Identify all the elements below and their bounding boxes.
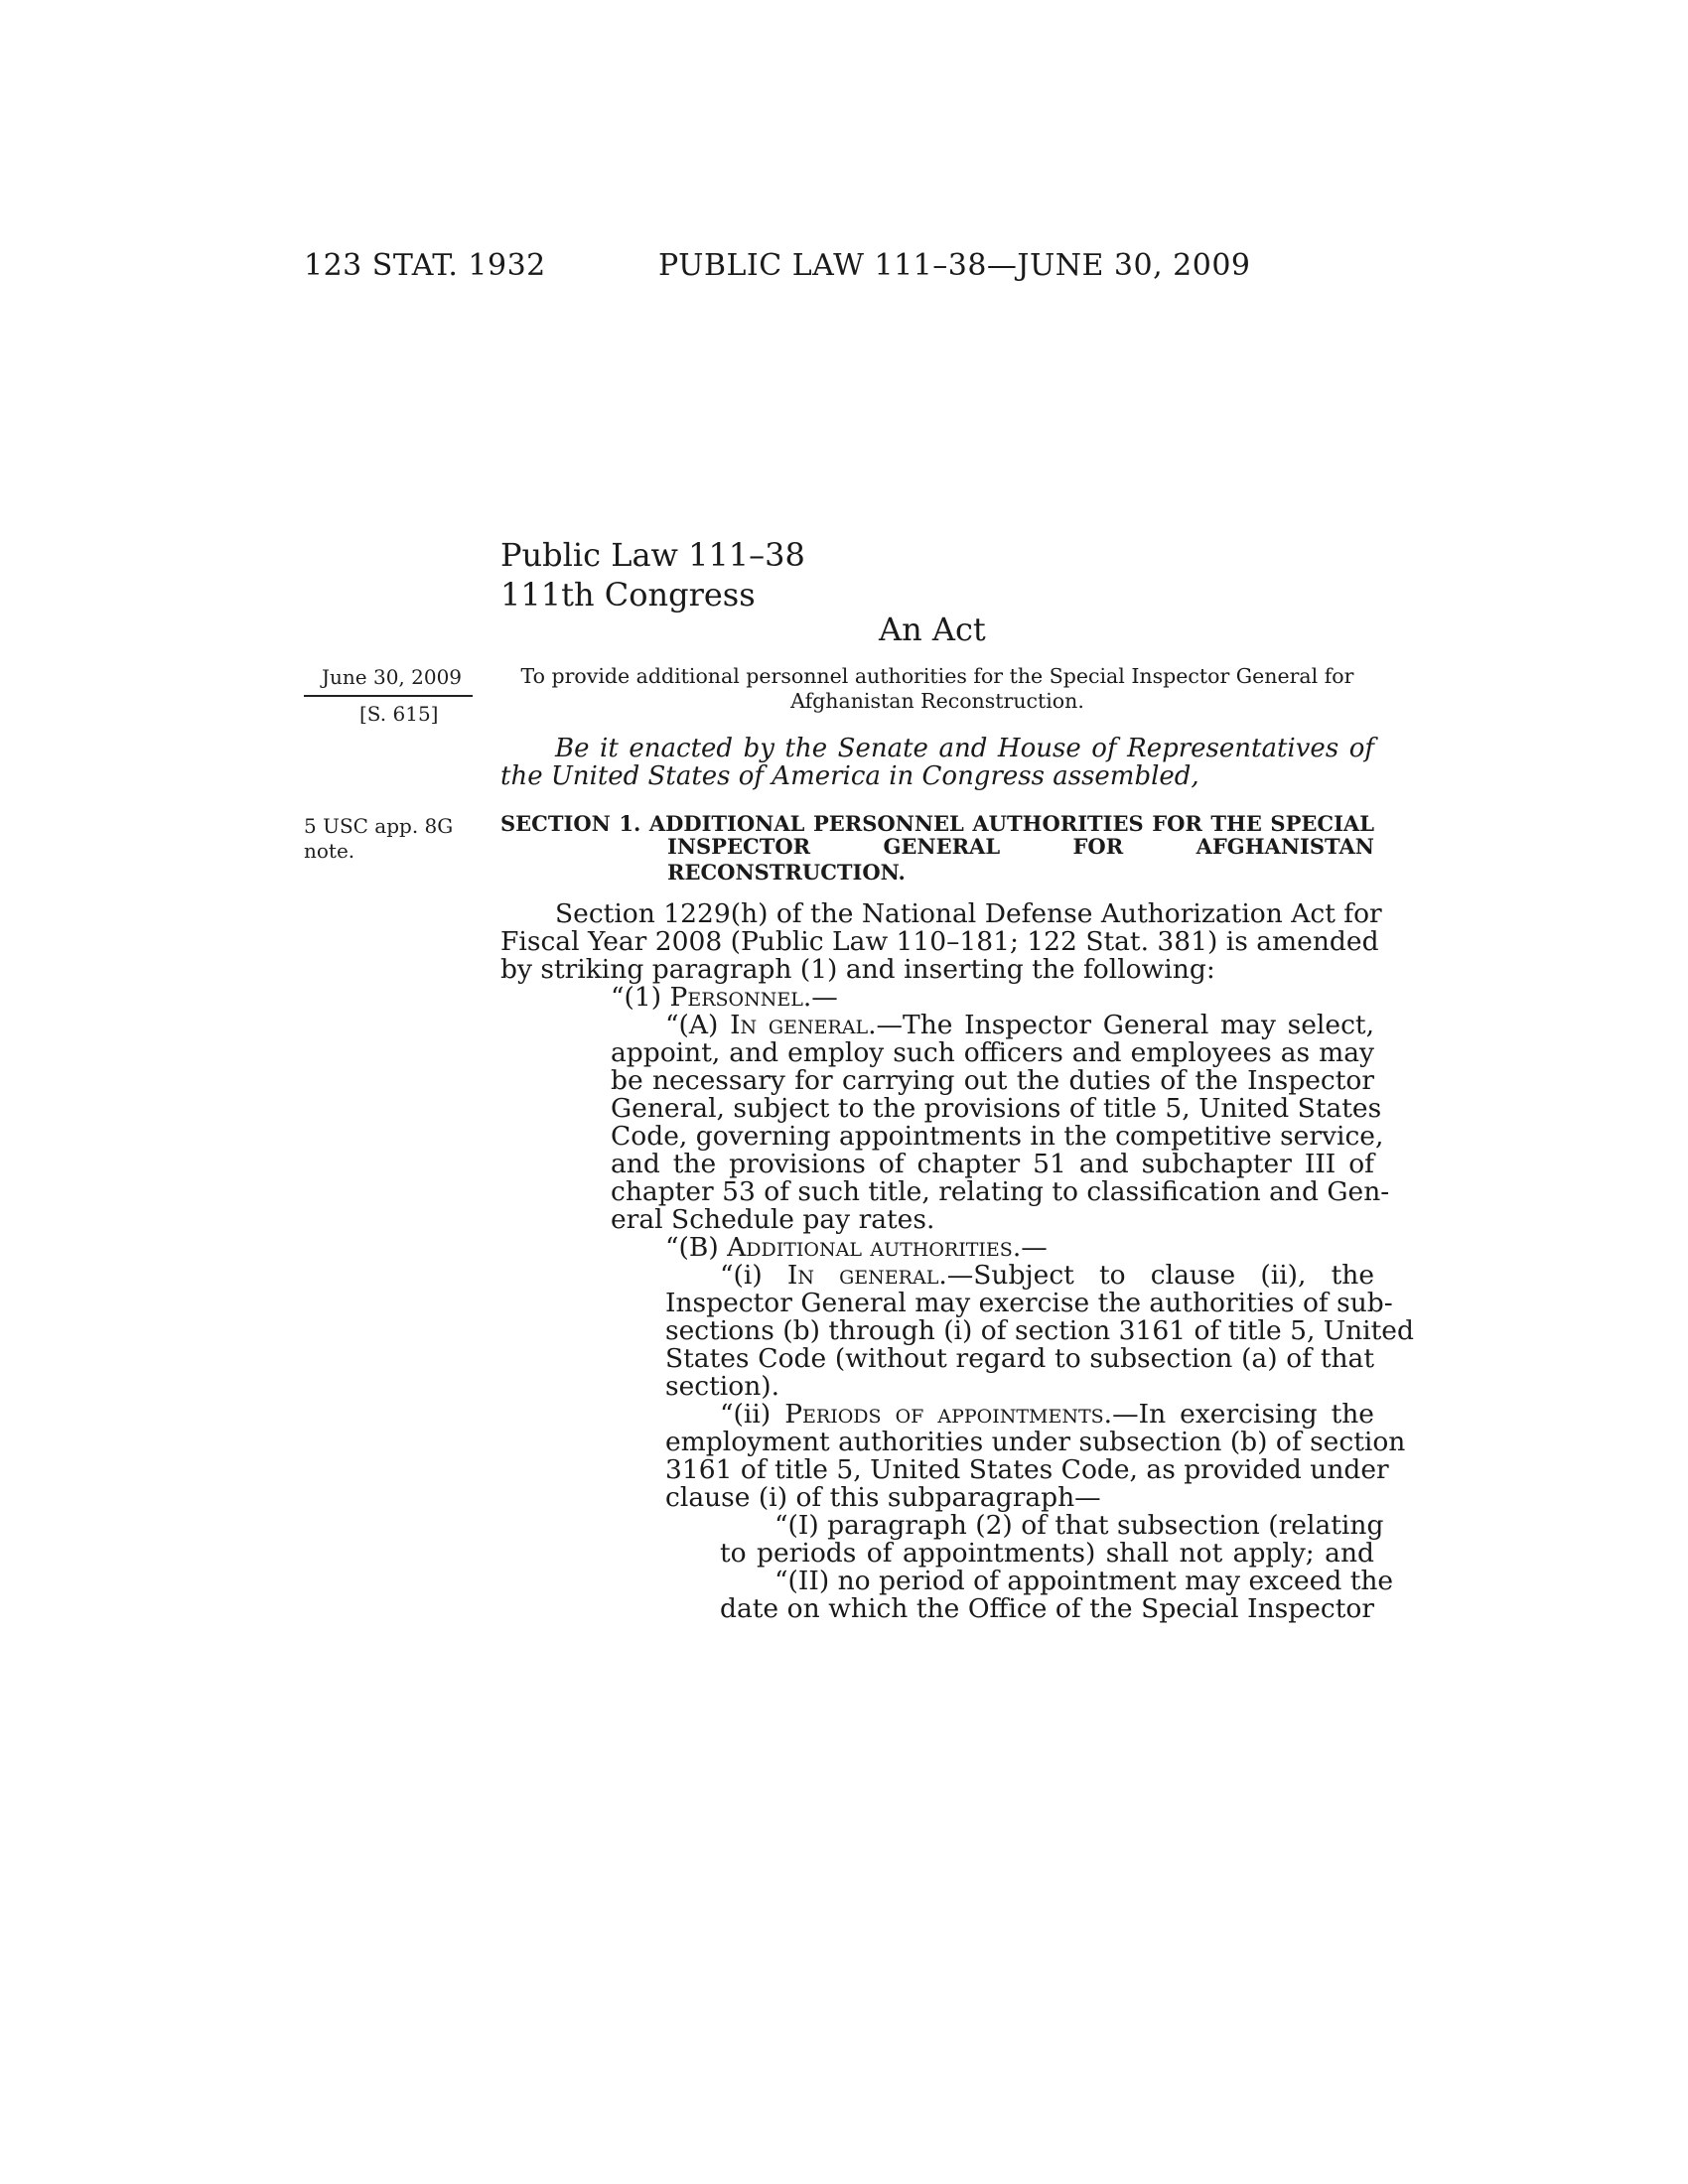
paragraph-1-title: Personnel <box>669 982 803 1013</box>
act-purpose: To provide additional personnel authorities for the Special Inspector General for Afghanistan Reconstruction. <box>520 664 1354 713</box>
clause-i-line: section). <box>665 1371 780 1402</box>
enacting-line-1: Be it enacted by the Senate and House of Representatives of <box>555 734 1374 763</box>
subparagraph-A-title: In general <box>730 1010 869 1040</box>
clause-i-line: Inspector General may exercise the authorities of sub- <box>665 1288 1393 1318</box>
clause-i-title: In general <box>786 1260 939 1291</box>
subclauses <box>720 1510 1394 1624</box>
subparagraph-A-first-line: “(A) In general.—The Inspector General may select, <box>665 1010 1375 1040</box>
section-heading-line-3: RECONSTRUCTION. <box>667 860 906 885</box>
clause-ii-line: clause (i) of this subparagraph— <box>665 1482 1101 1513</box>
clause-ii-line: 3161 of title 5, United States Code, as provided under <box>665 1454 1389 1485</box>
intro-paragraph <box>500 898 1382 985</box>
margin-usc-citation: 5 USC app. 8G <box>304 814 454 838</box>
intro-line: Section 1229(h) of the National Defense Authorization Act for <box>555 898 1382 929</box>
subparagraph-A-line: General, subject to the provisions of title 5, United States <box>611 1093 1382 1124</box>
clause-i-line: States Code (without regard to subsection (a) of that <box>665 1343 1374 1374</box>
clause-i-first-line: “(i) In general.—Subject to clause (ii), the <box>720 1260 1375 1291</box>
paragraph-1-heading: “(1) Personnel.— <box>611 982 838 1013</box>
section-heading-line-1: SECTION 1. ADDITIONAL PERSONNEL AUTHORITIES FOR THE SPECIAL <box>500 811 1374 836</box>
act-title: An Act <box>879 611 986 648</box>
running-head-title: PUBLIC LAW 111–38—JUNE 30, 2009 <box>658 248 1251 283</box>
margin-bill-number: [S. 615] <box>359 702 439 726</box>
clause-ii <box>665 1399 1406 1513</box>
law-number: Public Law 111–38 <box>500 536 805 574</box>
margin-usc-note: note. <box>304 839 355 863</box>
subclause-II-line: date on which the Office of the Special Inspector <box>720 1593 1374 1624</box>
subparagraph-B-heading: “(B) Additional authorities.— <box>665 1232 1048 1263</box>
intro-line: by striking paragraph (1) and inserting the following: <box>500 954 1215 985</box>
enacting-line-2: the United States of America in Congress assembled, <box>500 761 1199 791</box>
subparagraph-A-line: chapter 53 of such title, relating to classification and Gen- <box>611 1176 1390 1207</box>
intro-line: Fiscal Year 2008 (Public Law 110–181; 122 Stat. 381) is amended <box>500 926 1379 957</box>
subclause-I-line: to periods of appointments) shall not apply; and <box>720 1538 1374 1569</box>
margin-date: June 30, 2009 <box>322 665 463 689</box>
enacting-clause <box>500 735 1374 790</box>
subclause-II-first-line: “(II) no period of appointment may exceed the <box>774 1566 1394 1596</box>
subparagraph-A-line: Code, governing appointments in the competitive service, <box>611 1121 1384 1152</box>
subparagraph-A-line: eral Schedule pay rates. <box>611 1204 935 1235</box>
clause-ii-line: employment authorities under subsection (b) of section <box>665 1427 1406 1457</box>
subparagraph-B-title: Additional authorities <box>727 1232 1013 1263</box>
subclause-I-first-line: “(I) paragraph (2) of that subsection (relating <box>774 1510 1384 1541</box>
subparagraph-A-line: and the provisions of chapter 51 and subchapter III of <box>611 1149 1374 1179</box>
subparagraph-A-line: appoint, and employ such officers and employees as may <box>611 1037 1374 1068</box>
subparagraph-A <box>611 1010 1390 1235</box>
congress-number: 111th Congress <box>500 576 756 614</box>
clause-ii-first-line: “(ii) Periods of appointments.—In exercising the <box>720 1399 1374 1430</box>
clause-ii-title: Periods of appointments <box>784 1399 1104 1430</box>
stat-citation: 123 STAT. 1932 <box>304 248 546 283</box>
margin-divider <box>304 695 473 697</box>
subparagraph-A-line: be necessary for carrying out the duties of the Inspector <box>611 1065 1374 1096</box>
clause-i <box>665 1260 1414 1402</box>
section-heading-line-2: INSPECTOR GENERAL FOR AFGHANISTAN <box>667 834 1374 859</box>
clause-i-line: sections (b) through (i) of section 3161 of title 5, United <box>665 1315 1414 1346</box>
